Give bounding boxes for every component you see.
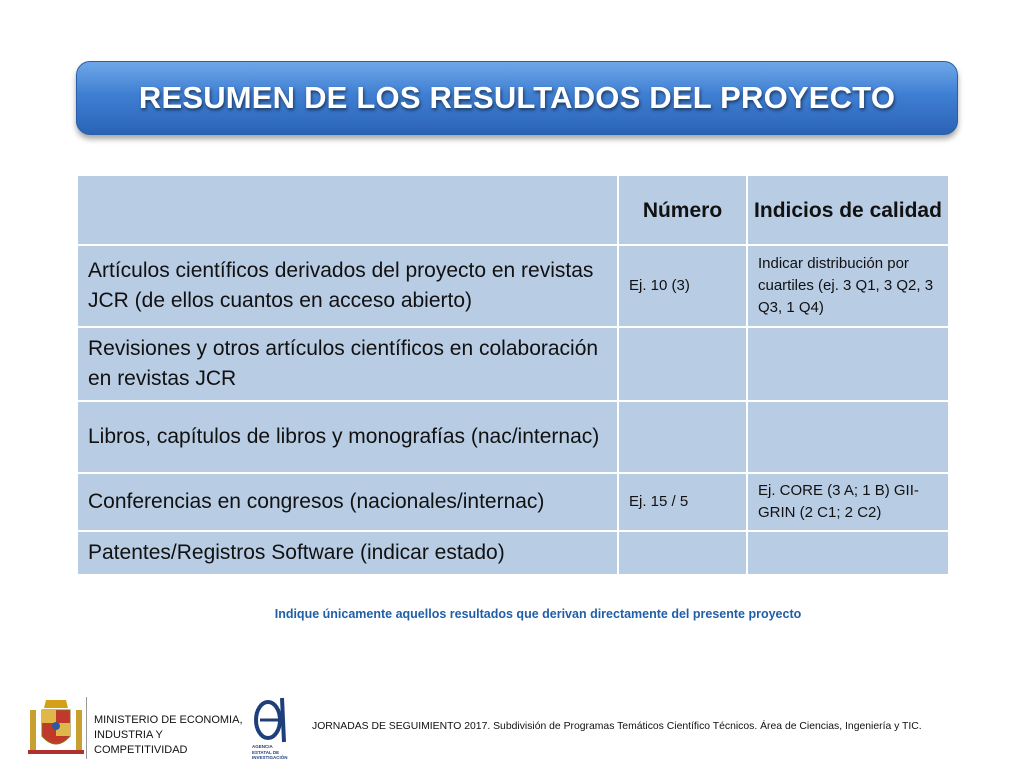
- row-label: Revisiones y otros artículos científicos en colaboración en revistas JCR: [77, 327, 618, 401]
- row-label: Artículos científicos derivados del proyecto en revistas JCR (de ellos cuantos en acceso abierto): [77, 245, 618, 327]
- results-table: [76, 174, 950, 576]
- cell-numero: Ej. 10 (3): [618, 245, 747, 327]
- table-row: [77, 245, 949, 327]
- row-label: Conferencias en congresos (nacionales/internac): [77, 473, 618, 531]
- table-row: [77, 531, 949, 575]
- coat-of-arms-icon: [28, 696, 84, 758]
- row-label: Patentes/Registros Software (indicar estado): [77, 531, 618, 575]
- cell-numero: [618, 401, 747, 473]
- cell-numero: Ej. 15 / 5: [618, 473, 747, 531]
- cell-calidad: [747, 327, 949, 401]
- column-header-numero: Número: [618, 175, 747, 245]
- cell-calidad: [747, 401, 949, 473]
- cell-calidad: Indicar distribución por cuartiles (ej. 3 Q1, 3 Q2, 3 Q3, 1 Q4): [747, 245, 949, 327]
- event-footer-text: JORNADAS DE SEGUIMIENTO 2017. Subdivisión de Programas Temáticos Científico Técnicos. Área de Ciencias, Ingeniería y TIC.: [312, 721, 922, 732]
- title-banner: [76, 61, 958, 135]
- table-row: [77, 327, 949, 401]
- row-label: Libros, capítulos de libros y monografías (nac/internac): [77, 401, 618, 473]
- table-header-row: [77, 175, 949, 245]
- column-header-blank: [77, 175, 618, 245]
- footnote: Indique únicamente aquellos resultados que derivan directamente del presente proyecto: [274, 607, 802, 621]
- cell-numero: [618, 327, 747, 401]
- ministry-label: MINISTERIO DE ECONOMIA, INDUSTRIA Y COMPETITIVIDAD: [94, 714, 243, 756]
- cell-calidad: Ej. CORE (3 A; 1 B) GII-GRIN (2 C1; 2 C2): [747, 473, 949, 531]
- table-row: [77, 401, 949, 473]
- page-title: RESUMEN DE LOS RESULTADOS DEL PROYECTO: [138, 80, 896, 115]
- agency-logo-text: AGENCIA ESTATAL DE INVESTIGACIÓN: [252, 744, 288, 760]
- table-row: [77, 473, 949, 531]
- footer-divider: [86, 697, 87, 759]
- cell-calidad: [747, 531, 949, 575]
- column-header-calidad: Indicios de calidad: [747, 175, 949, 245]
- cell-numero: [618, 531, 747, 575]
